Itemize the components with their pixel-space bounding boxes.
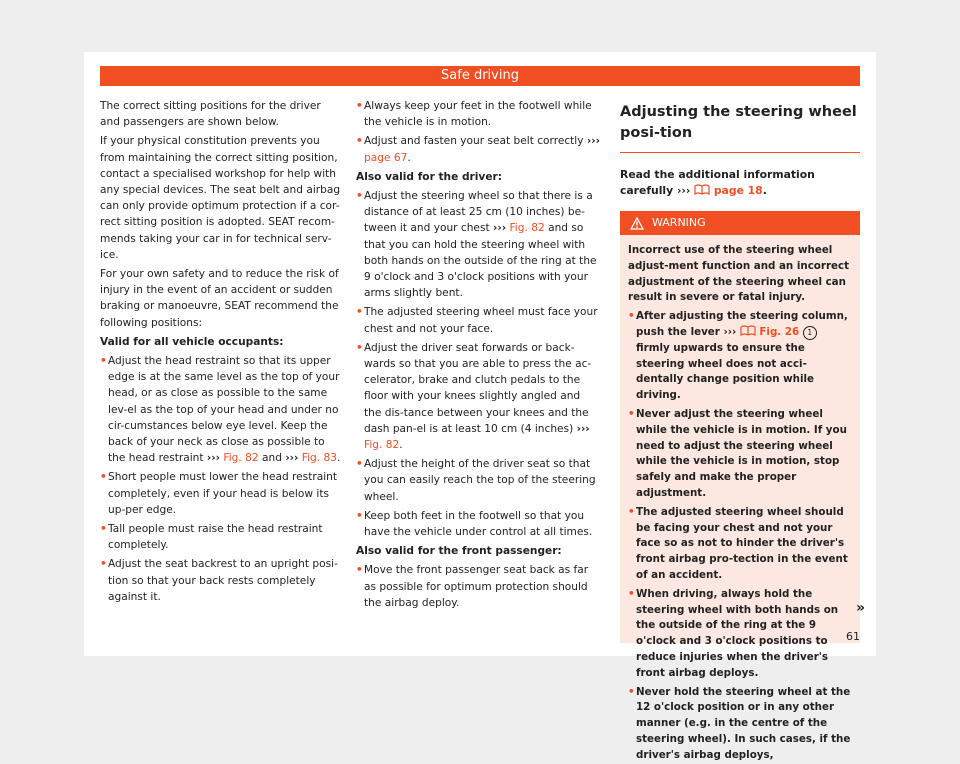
bullet-icon: •	[100, 355, 107, 368]
reference-arrow-icon: ›››	[676, 184, 691, 197]
bullet-icon: •	[100, 523, 107, 536]
bullet-icon: •	[356, 458, 363, 471]
column-middle	[356, 98, 600, 614]
list-item: • The adjusted steering wheel should be facing your chest and not your face so as not to hinder the driver's front airbag pro-tection in the event of an accident.	[628, 505, 852, 584]
warning-body	[620, 235, 860, 764]
subheading: Also valid for the driver:	[356, 170, 502, 183]
continue-icon: »	[856, 600, 866, 616]
page-number: 61	[846, 630, 860, 643]
list-item: • Adjust the driver seat forwards or back-wards so that you are able to press the ac-celerator, brake and clutch pedals to the floor with your knees slightly angled and the dis-tance between your knees and the dash pan-el is at least 10 cm (4 inches) ››› Fig. 82.	[356, 340, 600, 453]
bullet-icon: •	[356, 190, 363, 203]
paragraph: If your physical constitution prevents you from maintaining the correct sitting position, contact a specialised workshop for help with any special devices. The seat belt and airbag can only provide optimum protection if a cor-rect sitting position is adopted. SEAT recom-mends taking your car in for technical serv-ice.	[100, 135, 341, 261]
bullet-icon: •	[356, 564, 363, 577]
column-left	[100, 98, 342, 608]
reference-arrow-icon: ›››	[586, 135, 601, 148]
subheading: Valid for all vehicle occupants:	[100, 335, 284, 348]
section-title: Adjusting the steering wheel posi-tion	[620, 98, 860, 153]
list-item: • Adjust and fasten your seat belt correctly ››› page 67.	[356, 133, 600, 165]
column-right	[620, 98, 860, 761]
bullet-icon: •	[628, 505, 635, 518]
list-item: • Short people must lower the head restraint completely, even if your head is below its up-per edge.	[100, 469, 342, 518]
list-item: • Adjust the head restraint so that its upper edge is at the same level as the top of your head, or as close as possible to the same lev-el as the top of your head and under no cir-cumstances below eye level. Keep the back of your neck as close as possible to the head restraint ››› Fig. 82 and ››› Fig. 83.	[100, 353, 342, 466]
list-item: • When driving, always hold the steering wheel with both hands on the outside of the ring at the 9 o'clock and 3 o'clock positions to reduce injuries when the driver's front airbag deploys.	[628, 587, 852, 682]
figure-link[interactable]: Fig. 82	[509, 222, 545, 235]
list-item: • Keep both feet in the footwell so that you have the vehicle under control at all times.	[356, 508, 600, 540]
paragraph: For your own safety and to reduce the risk of injury in the event of an accident or sudden braking or manoeuvre, SEAT recommend the following positions:	[100, 268, 339, 329]
manual-page	[84, 52, 876, 761]
warning-label: WARNING	[652, 216, 706, 229]
warning-header	[620, 211, 860, 235]
list-item: • Never hold the steering wheel at the 12 o'clock position or in any other manner (e.g. in the centre of the steering wheel). In such cases, if the driver's airbag deploys,	[628, 685, 852, 764]
list-item: • Adjust the height of the driver seat so that you can easily reach the top of the steering wheel.	[356, 456, 600, 505]
bullet-icon: •	[356, 341, 363, 354]
bullet-icon: •	[100, 558, 107, 571]
figure-link[interactable]: Fig. 26	[759, 325, 800, 338]
callout-number: 1	[803, 326, 817, 340]
paragraph: The correct sitting positions for the driver and passengers are shown below.	[100, 100, 321, 129]
book-icon	[694, 184, 710, 195]
bullet-icon: •	[356, 306, 363, 319]
bullet-icon: •	[628, 587, 635, 600]
list-item: • The adjusted steering wheel must face your chest and not your face.	[356, 304, 600, 336]
reference-arrow-icon: ›››	[723, 325, 737, 338]
list-item: • Adjust the steering wheel so that there is a distance of at least 25 cm (10 inches) be-tween it and your chest ››› Fig. 82 and so that you can hold the steering wheel with both hands on the outside of the ring at the 9 o'clock and 3 o'clock positions with your arms slightly bent.	[356, 188, 600, 301]
figure-link[interactable]: Fig. 82	[364, 439, 400, 452]
warning-triangle-icon	[630, 217, 644, 230]
figure-link[interactable]: Fig. 82	[223, 452, 259, 465]
page-link[interactable]: page 67	[364, 151, 408, 164]
book-icon	[740, 325, 756, 336]
list-item: • Tall people must raise the head restraint completely.	[100, 521, 342, 553]
list-item: • Never adjust the steering wheel while the vehicle is in motion. If you need to adjust the steering wheel while the vehicle is in motion, stop safely and make the proper adjustment.	[628, 407, 852, 502]
read-info: Read the additional information carefully ››› page 18.	[620, 168, 815, 197]
page-link[interactable]: page 18	[713, 184, 763, 197]
subheading: Also valid for the front passenger:	[356, 545, 562, 558]
bullet-icon: •	[628, 685, 635, 698]
bullet-icon: •	[628, 310, 635, 323]
bullet-icon: •	[628, 407, 635, 420]
list-item: • After adjusting the steering column, push the lever ››› Fig. 26 1 firmly upwards to ensure the steering wheel does not acci-dentally change position while driving.	[628, 309, 852, 404]
reference-arrow-icon: ›››	[285, 452, 299, 465]
list-item: • Move the front passenger seat back as far as possible for optimum protection should the airbag deploy.	[356, 562, 600, 611]
reference-arrow-icon: ›››	[576, 422, 590, 435]
bullet-icon: •	[356, 509, 363, 522]
bullet-icon: •	[356, 100, 363, 112]
warning-box	[620, 211, 860, 761]
paragraph: Incorrect use of the steering wheel adjust-ment function and an incorrect adjustment of the steering wheel can result in severe or fatal injury.	[628, 244, 850, 304]
reference-arrow-icon: ›››	[206, 452, 221, 465]
reference-arrow-icon: ›››	[493, 222, 507, 235]
section-header: Safe driving	[100, 66, 860, 86]
list-item: • Adjust the seat backrest to an upright posi-tion so that your back rests completely against it.	[100, 556, 342, 605]
list-item: • Always keep your feet in the footwell while the vehicle is in motion.	[356, 98, 600, 130]
bullet-icon: •	[100, 471, 107, 484]
figure-link[interactable]: Fig. 83	[301, 452, 338, 465]
bullet-icon: •	[356, 135, 363, 148]
